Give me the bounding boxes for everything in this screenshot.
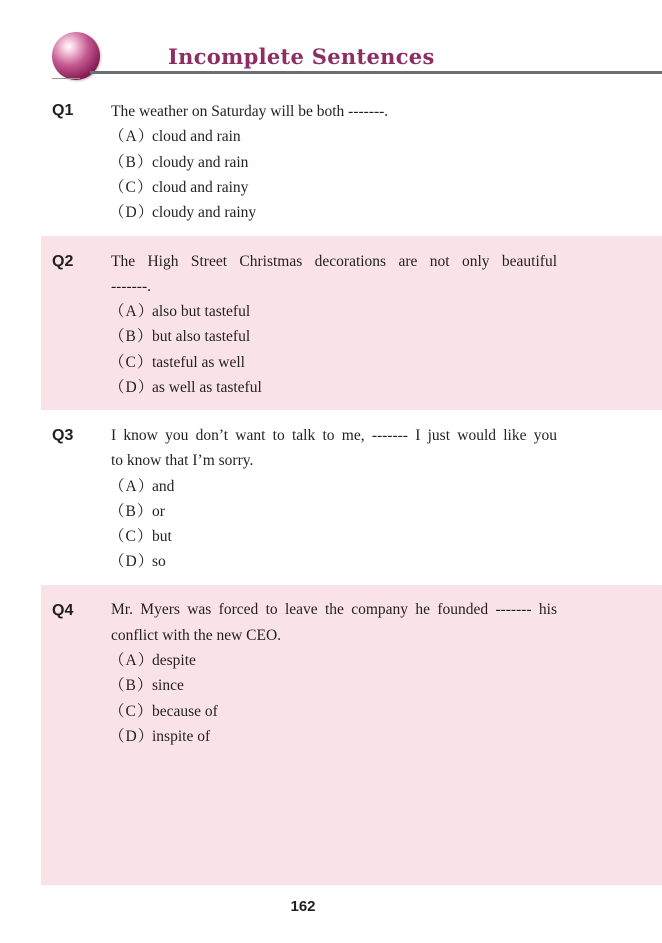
- question-3: [0, 410, 662, 585]
- option-label: （A）: [109, 652, 155, 669]
- option-text: cloud and rainy: [152, 179, 249, 196]
- option-text: cloudy and rainy: [152, 204, 257, 221]
- question-stem-line-2: conflict with the new CEO.: [111, 627, 282, 644]
- option-c[interactable]: [109, 350, 245, 375]
- option-text: cloudy and rain: [152, 154, 249, 171]
- option-d[interactable]: [109, 549, 166, 574]
- option-c[interactable]: [109, 175, 248, 200]
- option-text: because of: [152, 703, 218, 720]
- option-label: （C）: [109, 354, 154, 371]
- page-number: 162: [290, 898, 316, 915]
- option-b[interactable]: [109, 150, 248, 175]
- section-header: [0, 0, 662, 90]
- option-text: cloud and rain: [152, 128, 241, 145]
- question-stem-line-1: The High Street Christmas decorations are not only beautiful: [111, 253, 557, 270]
- option-label: （B）: [109, 503, 154, 520]
- option-d[interactable]: [109, 724, 210, 749]
- option-text: tasteful as well: [152, 354, 245, 371]
- option-b[interactable]: [109, 673, 184, 698]
- option-c[interactable]: [109, 524, 172, 549]
- option-text: as well as tasteful: [152, 379, 262, 396]
- option-text: but also tasteful: [152, 328, 251, 345]
- option-a[interactable]: [109, 648, 196, 673]
- option-label: （D）: [109, 728, 155, 745]
- option-a[interactable]: [109, 299, 250, 324]
- option-b[interactable]: [109, 324, 250, 349]
- option-a[interactable]: [109, 124, 241, 149]
- section-title: Incomplete Sentences: [168, 44, 435, 69]
- question-4: [41, 585, 662, 885]
- option-label: （C）: [109, 528, 154, 545]
- option-b[interactable]: [109, 499, 165, 524]
- question-stem: The weather on Saturday will be both -------.: [111, 103, 389, 120]
- header-rule: [90, 71, 662, 74]
- option-text: so: [152, 553, 166, 570]
- option-a[interactable]: [109, 474, 174, 499]
- question-stem-line-1: Mr. Myers was forced to leave the company he founded ------- his: [111, 601, 557, 618]
- question-stem-line-2: to know that I’m sorry.: [111, 452, 254, 469]
- question-stem-line-2: -------.: [111, 278, 152, 295]
- option-text: or: [152, 503, 165, 520]
- option-label: （C）: [109, 703, 154, 720]
- option-label: （A）: [109, 303, 155, 320]
- option-label: （B）: [109, 328, 154, 345]
- option-label: （C）: [109, 179, 154, 196]
- option-label: （A）: [109, 128, 155, 145]
- header-rule-short: [52, 78, 80, 79]
- option-label: （B）: [109, 154, 154, 171]
- option-text: despite: [152, 652, 196, 669]
- option-d[interactable]: [109, 375, 262, 400]
- option-text: since: [152, 677, 184, 694]
- option-label: （A）: [109, 478, 155, 495]
- option-text: also but tasteful: [152, 303, 251, 320]
- question-1: [0, 96, 662, 231]
- option-label: （D）: [109, 204, 155, 221]
- option-label: （D）: [109, 379, 155, 396]
- option-text: and: [152, 478, 175, 495]
- question-number: Q3: [52, 427, 74, 444]
- option-c[interactable]: [109, 699, 218, 724]
- option-d[interactable]: [109, 200, 256, 225]
- question-number: Q1: [52, 102, 74, 119]
- option-label: （D）: [109, 553, 155, 570]
- option-text: inspite of: [152, 728, 211, 745]
- option-label: （B）: [109, 677, 154, 694]
- question-number: Q4: [52, 602, 74, 619]
- question-stem-line-1: I know you don’t want to talk to me, ------- I just would like you: [111, 427, 557, 444]
- question-2: [41, 236, 662, 410]
- question-number: Q2: [52, 253, 74, 270]
- option-text: but: [152, 528, 172, 545]
